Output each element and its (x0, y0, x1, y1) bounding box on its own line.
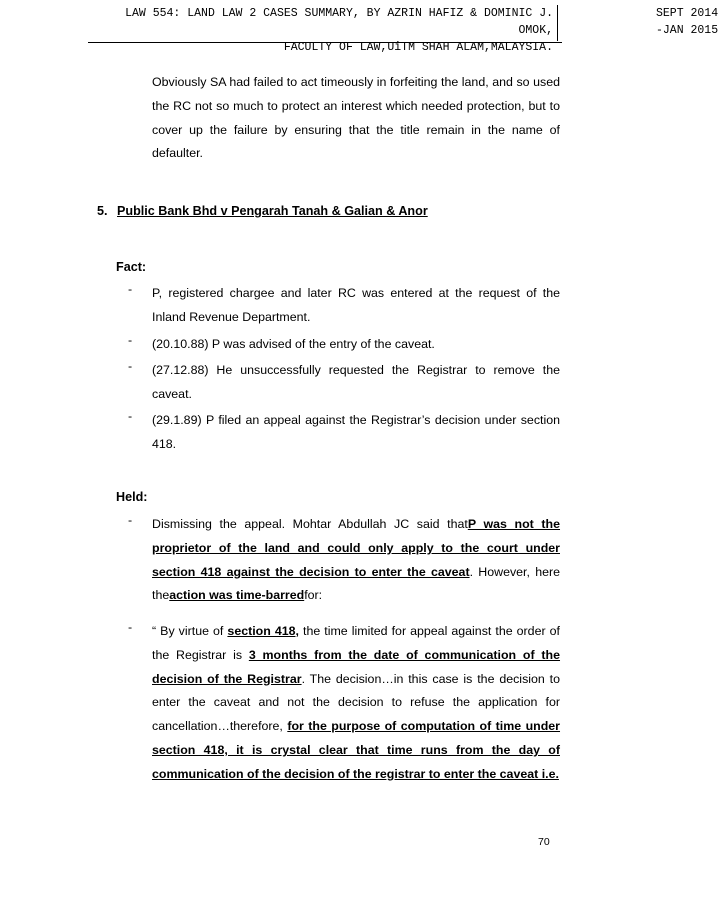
bullet-dash: - (128, 620, 133, 634)
emphasis-underline: for the purpose of computation of time under section 418, it is crystal clear that time runs from the day of communication of the decision of the registrar to enter the caveat i.e. (152, 719, 561, 781)
page-number: 70 (538, 836, 550, 848)
bullet-dash: - (128, 359, 133, 373)
header-date-1: SEPT 2014 (656, 7, 719, 20)
emphasis-underline: action was time-barred (169, 588, 305, 603)
held-item-text: “ By virtue of section 418, the time limited for appeal against the order of the Registrar is 3 months from the date of communication of the decision of the Registrar. The decision…in this case is the decision to enter the caveat and not the decision to refuse the application for cancellation…therefore, for the purpose of computation of time under section 418, it is crystal clear that time runs from the day of communication of the decision of the registrar to enter the caveat i.e. (152, 624, 561, 781)
emphasis-underline: section 418, (227, 624, 299, 638)
fact-item-text: (29.1.89) P filed an appeal against the Registrar’s decision under section 418. (152, 413, 560, 451)
header-date (656, 5, 722, 39)
header-date-2: -JAN 2015 (656, 24, 719, 37)
header-line-1: LAW 554: LAND LAW 2 CASES SUMMARY, BY AZRIN HAFIZ & DOMINIC J. OMOK, (125, 7, 553, 37)
header-line-2: FACULTY OF LAW,UiTM SHAH ALAM,MALAYSIA. (283, 41, 553, 54)
bullet-dash: - (128, 333, 133, 347)
section-case-title: Public Bank Bhd v Pengarah Tanah & Galian & Anor (117, 204, 428, 218)
header-title (88, 5, 558, 54)
intro-paragraph: Obviously SA had failed to act timeously in forfeiting the land, and so used the RC not so much to protect an interest which needed protection, but to cover up the failure by ensuring that the title remain in the name of defaulter. (152, 75, 560, 161)
bullet-dash: - (128, 513, 133, 527)
emphasis-underline: 3 months from the date of communication of the decision of the Registrar (152, 647, 561, 686)
fact-item-text: (20.10.88) P was advised of the entry of the caveat. (152, 337, 435, 351)
bullet-dash: - (128, 282, 133, 296)
held-label: Held: (116, 490, 148, 504)
section-number: 5. (97, 204, 108, 218)
section-heading (97, 204, 428, 218)
emphasis-underline: P was not the proprietor of the land and could only apply to the court under section 418 against the decision to enter the caveat (152, 517, 561, 579)
fact-item-text: P, registered chargee and later RC was entered at the request of the Inland Revenue Department. (152, 286, 560, 324)
held-item-text: Dismissing the appeal. Mohtar Abdullah JC said thatP was not the proprietor of the land and could only apply to the court under section 418 against the decision to enter the caveat. However, here theaction was time-barredfor: (152, 517, 561, 603)
page-header (88, 0, 719, 54)
fact-label: Fact: (116, 260, 147, 274)
fact-item-text: (27.12.88) He unsuccessfully requested the Registrar to remove the caveat. (152, 363, 560, 401)
bullet-dash: - (128, 409, 133, 423)
